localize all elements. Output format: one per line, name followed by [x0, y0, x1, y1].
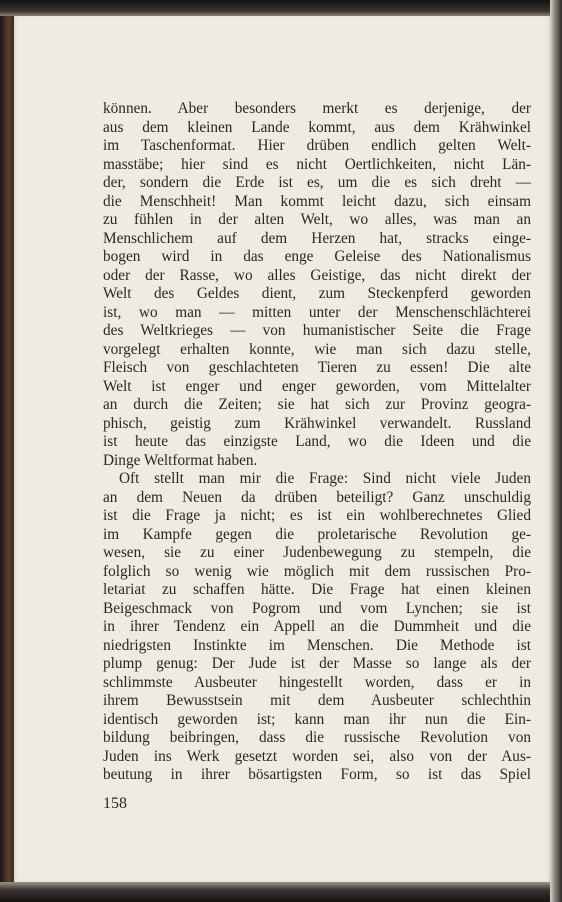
text-line: wesen, sie zu einer Judenbewegung zu stempeln, die [103, 544, 531, 561]
text-line: in ihrer Tendenz ein Appell an die Dummheit und die [103, 618, 531, 635]
text-line: bildung beibringen, dass die russische Revolution von [103, 729, 531, 746]
page-bottom-edge [0, 882, 562, 902]
book-spine [0, 0, 14, 902]
text-line: können. Aber besonders merkt es derjenige, der [103, 100, 531, 117]
text-line: beutung in ihrer bösartigsten Form, so ist das Spiel [103, 766, 531, 783]
text-line: vorgelegt erhalten konnte, wie man sich dazu stelle, [103, 340, 531, 358]
text-line: im Taschenformat. Hier drüben endlich gelten Welt- [103, 137, 531, 154]
text-line: ist die Frage ja nicht; es ist ein wohlberechnetes Glied [103, 507, 531, 524]
text-line: im Kampfe gegen die proletarische Revolution ge- [103, 525, 531, 543]
text-line: Beigeschmack von Pogrom und vom Lynchen; sie ist [103, 599, 531, 617]
text-line: zu fühlen in der alten Welt, wo alles, was man an [103, 211, 531, 228]
text-line: die Menschheit! Man kommt leicht dazu, sich einsam [103, 192, 531, 210]
page-right-edge [550, 0, 562, 902]
text-line: letariat zu schaffen hätte. Die Frage hat einen kleinen [103, 581, 531, 598]
body-text [103, 100, 531, 785]
page-top-edge [0, 0, 562, 16]
text-line: masstäbe; hier sind es nicht Oertlichkeiten, nicht Län- [103, 155, 531, 173]
text-line: bogen wird in das enge Geleise des Nationalismus [103, 248, 531, 265]
page-number: 158 [103, 795, 127, 812]
text-line: des Weltkrieges — von humanistischer Seite die Frage [103, 322, 531, 339]
text-line: plump genug: Der Jude ist der Masse so lange als der [103, 655, 531, 672]
text-line: ihrem Bewusstsein mit dem Ausbeuter schlechthin [103, 692, 531, 709]
text-line: schlimmste Ausbeuter hingestellt worden, dass er in [103, 673, 531, 691]
text-line: Welt ist enger und enger geworden, vom Mittelalter [103, 377, 531, 395]
text-line: niedrigsten Instinkte im Menschen. Die Methode ist [103, 636, 531, 654]
text-line: Fleisch von geschlachteten Tieren zu essen! Die alte [103, 359, 531, 376]
text-line: oder der Rasse, wo alles Geistige, das nicht direkt der [103, 266, 531, 284]
text-line: folglich so wenig wie möglich mit dem russischen Pro- [103, 562, 531, 580]
text-line: ist, wo man — mitten unter der Menschenschlächterei [103, 303, 531, 321]
text-line: an dem Neuen da drüben beteiligt? Ganz unschuldig [103, 488, 531, 506]
text-line: phisch, geistig zum Krähwinkel verwandelt. Russland [103, 414, 531, 432]
text-line: Welt des Geldes dient, zum Steckenpferd geworden [103, 285, 531, 302]
text-line: an durch die Zeiten; sie hat sich zur Provinz geogra- [103, 396, 531, 413]
text-line: Juden ins Werk gesetzt worden sei, also von der Aus- [103, 747, 531, 765]
text-line: aus dem kleinen Lande kommt, aus dem Krähwinkel [103, 118, 531, 136]
text-line: ist heute das einzigste Land, wo die Ideen und die [103, 433, 531, 450]
text-line: identisch geworden ist; kann man ihr nun die Ein- [103, 710, 531, 728]
text-line: Oft stellt man mir die Frage: Sind nicht viele Juden [119, 470, 531, 487]
text-line: Dinge Weltformat haben. [103, 451, 258, 469]
text-line: der, sondern die Erde ist es, um die es sich dreht — [103, 174, 531, 191]
text-line: Menschlichem auf dem Herzen hat, stracks einge- [103, 229, 531, 247]
